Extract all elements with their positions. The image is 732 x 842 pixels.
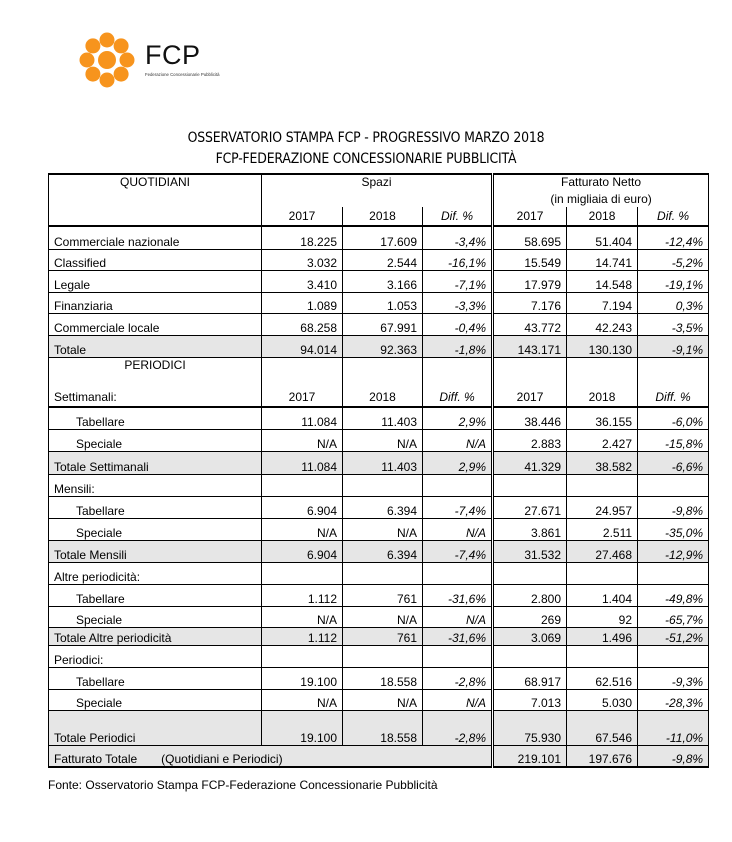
fatturato-2017-cell: 75.930: [493, 710, 567, 745]
spazi-2017-cell: N/A: [262, 689, 343, 710]
fatturato-2018-cell: 27.468: [567, 540, 638, 562]
fatturato-diff-cell: -35,0%: [638, 518, 709, 540]
spazi-2018-cell: 761: [343, 627, 423, 645]
fatturato-2017-cell: 58.695: [493, 226, 567, 249]
section-label: Altre periodicità:: [49, 562, 262, 584]
fatturato-2017-cell: 7.013: [493, 689, 567, 710]
quotidiani-header: QUOTIDIANI: [49, 174, 262, 192]
empty-cell: [638, 357, 709, 377]
spazi-diff-cell: N/A: [423, 429, 493, 451]
fatturato-2017-cell: 15.549: [493, 249, 567, 270]
fatturato-totale-note: (Quotidiani e Periodici): [161, 752, 283, 766]
fatturato-2017-cell: 41.329: [493, 451, 567, 474]
empty-cell: [493, 474, 567, 496]
header-row-years: [49, 207, 709, 226]
spazi-2018-cell: 6.394: [343, 540, 423, 562]
fatturato-2017-header: 2017: [493, 377, 567, 407]
empty-cell: [262, 562, 343, 584]
row-label: Totale Settimanali: [49, 451, 262, 474]
spazi-diff-cell: -2,8%: [423, 667, 493, 689]
total-row: [49, 710, 709, 745]
spazi-diff-cell: -31,6%: [423, 584, 493, 606]
empty-cell: [262, 357, 343, 377]
row-label: Commerciale locale: [49, 313, 262, 335]
spazi-2017-cell: 3.410: [262, 270, 343, 292]
fatturato-diff-cell: -9,8%: [638, 745, 709, 767]
empty-cell: [262, 192, 493, 207]
fatturato-2018-cell: 92: [567, 606, 638, 627]
fatturato-2018-header: 2018: [567, 377, 638, 407]
fatturato-2017-header: 2017: [493, 207, 567, 226]
spazi-2017-cell: 1.112: [262, 584, 343, 606]
quotidiani-row: [49, 313, 709, 335]
fatturato-header: Fatturato Netto: [493, 174, 709, 192]
fatturato-2018-cell: 51.404: [567, 226, 638, 249]
altre-row: [49, 606, 709, 627]
fatturato-unit-header: (in migliaia di euro): [493, 192, 709, 207]
fatturato-diff-header: Dif. %: [638, 207, 709, 226]
spazi-diff-cell: 2,9%: [423, 451, 493, 474]
report-subtitle: FCP-FEDERAZIONE CONCESSIONARIE PUBBLICITÀ: [215, 151, 517, 167]
empty-cell: [638, 645, 709, 667]
fatturato-2018-cell: 1.496: [567, 627, 638, 645]
spazi-2018-cell: 18.558: [343, 667, 423, 689]
fatturato-2017-cell: 143.171: [493, 335, 567, 357]
fatturato-diff-cell: -12,4%: [638, 226, 709, 249]
spazi-2017-cell: 19.100: [262, 710, 343, 745]
quotidiani-row: [49, 226, 709, 249]
altre-row: [49, 584, 709, 606]
quotidiani-row: [49, 292, 709, 313]
periodici-row: [49, 667, 709, 689]
logo-dot: [80, 53, 95, 68]
spazi-2018-cell: N/A: [343, 518, 423, 540]
fatturato-diff-header: Diff. %: [638, 377, 709, 407]
spazi-2018-cell: N/A: [343, 606, 423, 627]
spazi-2018-cell: N/A: [343, 429, 423, 451]
spazi-2017-cell: 11.084: [262, 407, 343, 429]
spazi-2017-cell: N/A: [262, 518, 343, 540]
spazi-diff-cell: -1,8%: [423, 335, 493, 357]
fatturato-2018-header: 2018: [567, 207, 638, 226]
row-label: Finanziaria: [49, 292, 262, 313]
fatturato-2017-cell: 27.671: [493, 496, 567, 518]
fatturato-diff-cell: -51,2%: [638, 627, 709, 645]
fatturato-2018-cell: 36.155: [567, 407, 638, 429]
periodici-row: [49, 689, 709, 710]
spazi-2018-header: 2018: [343, 377, 423, 407]
fatturato-2018-cell: 197.676: [567, 745, 638, 767]
fatturato-2017-cell: 43.772: [493, 313, 567, 335]
empty-cell: [567, 357, 638, 377]
fatturato-2018-cell: 42.243: [567, 313, 638, 335]
spazi-2018-cell: 92.363: [343, 335, 423, 357]
fatturato-diff-cell: -19,1%: [638, 270, 709, 292]
spazi-2017-cell: 1.112: [262, 627, 343, 645]
quotidiani-row: [49, 249, 709, 270]
section-label: Periodici:: [49, 645, 262, 667]
logo-dot: [114, 38, 129, 53]
spazi-diff-cell: -16,1%: [423, 249, 493, 270]
spazi-diff-cell: N/A: [423, 518, 493, 540]
fatturato-diff-cell: -65,7%: [638, 606, 709, 627]
source-note: Fonte: Osservatorio Stampa FCP-Federazione Concessionarie Pubblicità: [48, 778, 438, 792]
fatturato-2017-cell: 38.446: [493, 407, 567, 429]
spazi-2018-cell: 11.403: [343, 451, 423, 474]
report-table: [48, 173, 709, 768]
fatturato-2018-cell: 1.404: [567, 584, 638, 606]
fatturato-2017-cell: 3.069: [493, 627, 567, 645]
spazi-diff-cell: -0,4%: [423, 313, 493, 335]
fatturato-2017-cell: 17.979: [493, 270, 567, 292]
spazi-2018-cell: 3.166: [343, 270, 423, 292]
spazi-diff-cell: -31,6%: [423, 627, 493, 645]
logo-dot: [85, 67, 100, 82]
empty-cell: [343, 357, 423, 377]
spazi-diff-cell: -3,3%: [423, 292, 493, 313]
spazi-diff-cell: N/A: [423, 606, 493, 627]
fatturato-2018-cell: 67.546: [567, 710, 638, 745]
total-row: [49, 627, 709, 645]
fatturato-2017-cell: 3.861: [493, 518, 567, 540]
periodici-subheader-row: [49, 645, 709, 667]
empty-cell: [423, 474, 493, 496]
logo-subtitle: Federazione Concessionarie Pubblicità: [145, 72, 220, 77]
empty-cell: [262, 474, 343, 496]
empty-cell: [638, 474, 709, 496]
empty-cell: [49, 192, 262, 207]
periodici-header: PERIODICI: [49, 357, 262, 377]
spazi-2017-cell: 11.084: [262, 451, 343, 474]
logo-text: FCP: [145, 40, 201, 70]
row-label: Totale Periodici: [49, 710, 262, 745]
spazi-header: Spazi: [262, 174, 493, 192]
quotidiani-row: [49, 270, 709, 292]
fatturato-diff-cell: -5,2%: [638, 249, 709, 270]
row-label: Legale: [49, 270, 262, 292]
spazi-diff-cell: -7,4%: [423, 540, 493, 562]
spazi-2017-cell: 1.089: [262, 292, 343, 313]
spazi-diff-header: Dif. %: [423, 207, 493, 226]
fatturato-2018-cell: 2.511: [567, 518, 638, 540]
empty-cell: [638, 562, 709, 584]
total-row: [49, 540, 709, 562]
periodici-years-row: [49, 377, 709, 407]
spazi-2018-cell: 2.544: [343, 249, 423, 270]
spazi-2017-cell: 94.014: [262, 335, 343, 357]
mensili-row: [49, 496, 709, 518]
report-title: OSSERVATORIO STAMPA FCP - PROGRESSIVO MARZO 2018: [187, 130, 545, 146]
periodici-header-row: [49, 357, 709, 377]
settimanali-row: [49, 407, 709, 429]
fatturato-2018-cell: 130.130: [567, 335, 638, 357]
fatturato-diff-cell: -28,3%: [638, 689, 709, 710]
fcp-logo-dots-icon: [74, 30, 144, 90]
fatturato-diff-cell: -6,6%: [638, 451, 709, 474]
spazi-2018-cell: N/A: [343, 689, 423, 710]
fatturato-2017-cell: 7.176: [493, 292, 567, 313]
mensili-row: [49, 518, 709, 540]
fatturato-totale-label: [49, 745, 493, 767]
fatturato-diff-cell: -49,8%: [638, 584, 709, 606]
spazi-2018-cell: 6.394: [343, 496, 423, 518]
fatturato-totale-text: Fatturato Totale: [54, 752, 138, 766]
spazi-2017-header: 2017: [262, 207, 343, 226]
spazi-2017-cell: 18.225: [262, 226, 343, 249]
fatturato-diff-cell: -3,5%: [638, 313, 709, 335]
empty-cell: [423, 562, 493, 584]
spazi-2018-header: 2018: [343, 207, 423, 226]
section-label: Mensili:: [49, 474, 262, 496]
spazi-2017-cell: 6.904: [262, 540, 343, 562]
row-label: Speciale: [49, 429, 262, 451]
logo-dot: [120, 53, 135, 68]
empty-cell: [423, 645, 493, 667]
row-label: Tabellare: [49, 407, 262, 429]
fatturato-totale-row: [49, 745, 709, 767]
row-label: Speciale: [49, 606, 262, 627]
spazi-diff-cell: 2,9%: [423, 407, 493, 429]
row-label: Classified: [49, 249, 262, 270]
spazi-2018-cell: 1.053: [343, 292, 423, 313]
spazi-diff-header: Diff. %: [423, 377, 493, 407]
row-label: Speciale: [49, 518, 262, 540]
fatturato-diff-cell: -9,8%: [638, 496, 709, 518]
fatturato-diff-cell: -11,0%: [638, 710, 709, 745]
fatturato-diff-cell: -9,1%: [638, 335, 709, 357]
fatturato-2018-cell: 62.516: [567, 667, 638, 689]
spazi-2018-cell: 761: [343, 584, 423, 606]
spazi-2017-cell: 19.100: [262, 667, 343, 689]
row-label: Commerciale nazionale: [49, 226, 262, 249]
empty-cell: [493, 357, 567, 377]
fatturato-2018-cell: 38.582: [567, 451, 638, 474]
spazi-diff-cell: -3,4%: [423, 226, 493, 249]
row-label: Totale: [49, 335, 262, 357]
empty-cell: [49, 207, 262, 226]
row-label: Totale Altre periodicità: [49, 627, 262, 645]
fatturato-2017-cell: 2.883: [493, 429, 567, 451]
settimanali-row: [49, 429, 709, 451]
spazi-2017-cell: N/A: [262, 429, 343, 451]
fatturato-2018-cell: 14.741: [567, 249, 638, 270]
header-row-1: [49, 174, 709, 192]
empty-cell: [567, 562, 638, 584]
fatturato-diff-cell: -9,3%: [638, 667, 709, 689]
empty-cell: [423, 357, 493, 377]
spazi-diff-cell: N/A: [423, 689, 493, 710]
row-label: Tabellare: [49, 584, 262, 606]
fatturato-diff-cell: -12,9%: [638, 540, 709, 562]
empty-cell: [343, 645, 423, 667]
row-label: Tabellare: [49, 667, 262, 689]
spazi-2018-cell: 67.991: [343, 313, 423, 335]
fatturato-2017-cell: 269: [493, 606, 567, 627]
fatturato-2017-cell: 68.917: [493, 667, 567, 689]
spazi-2017-header: 2017: [262, 377, 343, 407]
spazi-diff-cell: -2,8%: [423, 710, 493, 745]
logo-dot: [114, 67, 129, 82]
fatturato-diff-cell: -6,0%: [638, 407, 709, 429]
fatturato-diff-cell: 0,3%: [638, 292, 709, 313]
empty-cell: [493, 562, 567, 584]
row-label: Speciale: [49, 689, 262, 710]
spazi-2018-cell: 11.403: [343, 407, 423, 429]
total-row: [49, 335, 709, 357]
logo-dot: [100, 33, 115, 48]
mensili-header-row: [49, 474, 709, 496]
fatturato-2018-cell: 2.427: [567, 429, 638, 451]
logo-dot-center: [98, 51, 116, 69]
fatturato-diff-cell: -15,8%: [638, 429, 709, 451]
fatturato-2018-cell: 24.957: [567, 496, 638, 518]
empty-cell: [493, 645, 567, 667]
empty-cell: [343, 474, 423, 496]
spazi-2017-cell: 6.904: [262, 496, 343, 518]
fatturato-2017-cell: 31.532: [493, 540, 567, 562]
fatturato-2017-cell: 2.800: [493, 584, 567, 606]
fcp-logo: [74, 30, 254, 90]
spazi-diff-cell: -7,4%: [423, 496, 493, 518]
fatturato-2018-cell: 14.548: [567, 270, 638, 292]
spazi-2017-cell: N/A: [262, 606, 343, 627]
empty-cell: [343, 562, 423, 584]
altre-header-row: [49, 562, 709, 584]
spazi-2018-cell: 18.558: [343, 710, 423, 745]
fatturato-2017-cell: 219.101: [493, 745, 567, 767]
row-label: Tabellare: [49, 496, 262, 518]
settimanali-label: Settimanali:: [49, 377, 262, 407]
spazi-2017-cell: 68.258: [262, 313, 343, 335]
logo-dot: [85, 38, 100, 53]
logo-dot: [100, 73, 115, 88]
fatturato-2018-cell: 7.194: [567, 292, 638, 313]
spazi-diff-cell: -7,1%: [423, 270, 493, 292]
spazi-2017-cell: 3.032: [262, 249, 343, 270]
empty-cell: [262, 645, 343, 667]
empty-cell: [567, 645, 638, 667]
total-row: [49, 451, 709, 474]
row-label: Totale Mensili: [49, 540, 262, 562]
fatturato-2018-cell: 5.030: [567, 689, 638, 710]
header-row-2: [49, 192, 709, 207]
empty-cell: [567, 474, 638, 496]
spazi-2018-cell: 17.609: [343, 226, 423, 249]
